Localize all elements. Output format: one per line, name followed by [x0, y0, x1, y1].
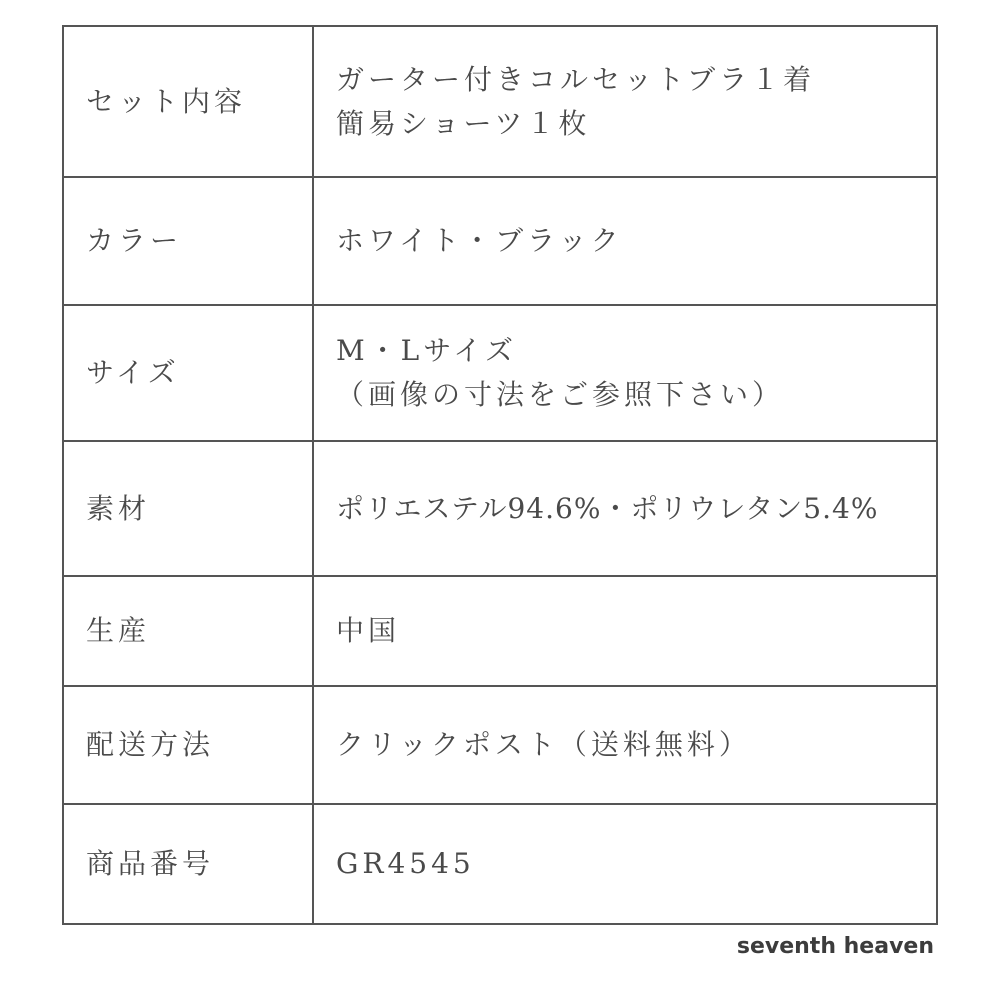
spec-row-set-contents — [63, 26, 937, 177]
spec-value-product-number — [313, 804, 937, 924]
spec-value-set-contents — [313, 26, 937, 177]
spec-value-line: ポリエステル94.6%・ポリウレタン5.4% — [336, 491, 879, 525]
spec-value-line: GR4545 — [336, 847, 475, 880]
spec-value-line: （画像の寸法をご参照下さい） — [336, 378, 785, 411]
spec-value-line: クリックポスト（送料無料） — [336, 728, 751, 761]
spec-value-line: 簡易ショーツ１枚 — [336, 106, 591, 140]
spec-label-size: サイズ — [63, 305, 313, 441]
spec-value-material — [313, 441, 937, 576]
spec-value-size — [313, 305, 937, 441]
spec-row-shipping — [63, 686, 937, 804]
spec-label-product-number: 商品番号 — [63, 804, 313, 924]
spec-label-origin: 生産 — [63, 576, 313, 686]
product-spec-table — [62, 25, 938, 925]
spec-value-shipping — [313, 686, 937, 804]
spec-value-line: ホワイト・ブラック — [336, 224, 623, 257]
spec-label-set-contents: セット内容 — [63, 26, 313, 177]
brand-name: seventh heaven — [736, 934, 934, 959]
spec-value-line: 中国 — [336, 614, 401, 647]
spec-row-product-number — [63, 804, 937, 924]
spec-row-material — [63, 441, 937, 576]
spec-value-line: ガーター付きコルセットブラ１着 — [336, 62, 816, 96]
spec-row-color — [63, 177, 937, 305]
spec-value-origin — [313, 576, 937, 686]
spec-row-origin — [63, 576, 937, 686]
spec-row-size — [63, 305, 937, 441]
spec-value-color — [313, 177, 937, 305]
spec-label-shipping: 配送方法 — [63, 686, 313, 804]
spec-label-material: 素材 — [63, 441, 313, 576]
spec-value-line: M・Lサイズ — [336, 334, 518, 367]
spec-label-color: カラー — [63, 177, 313, 305]
